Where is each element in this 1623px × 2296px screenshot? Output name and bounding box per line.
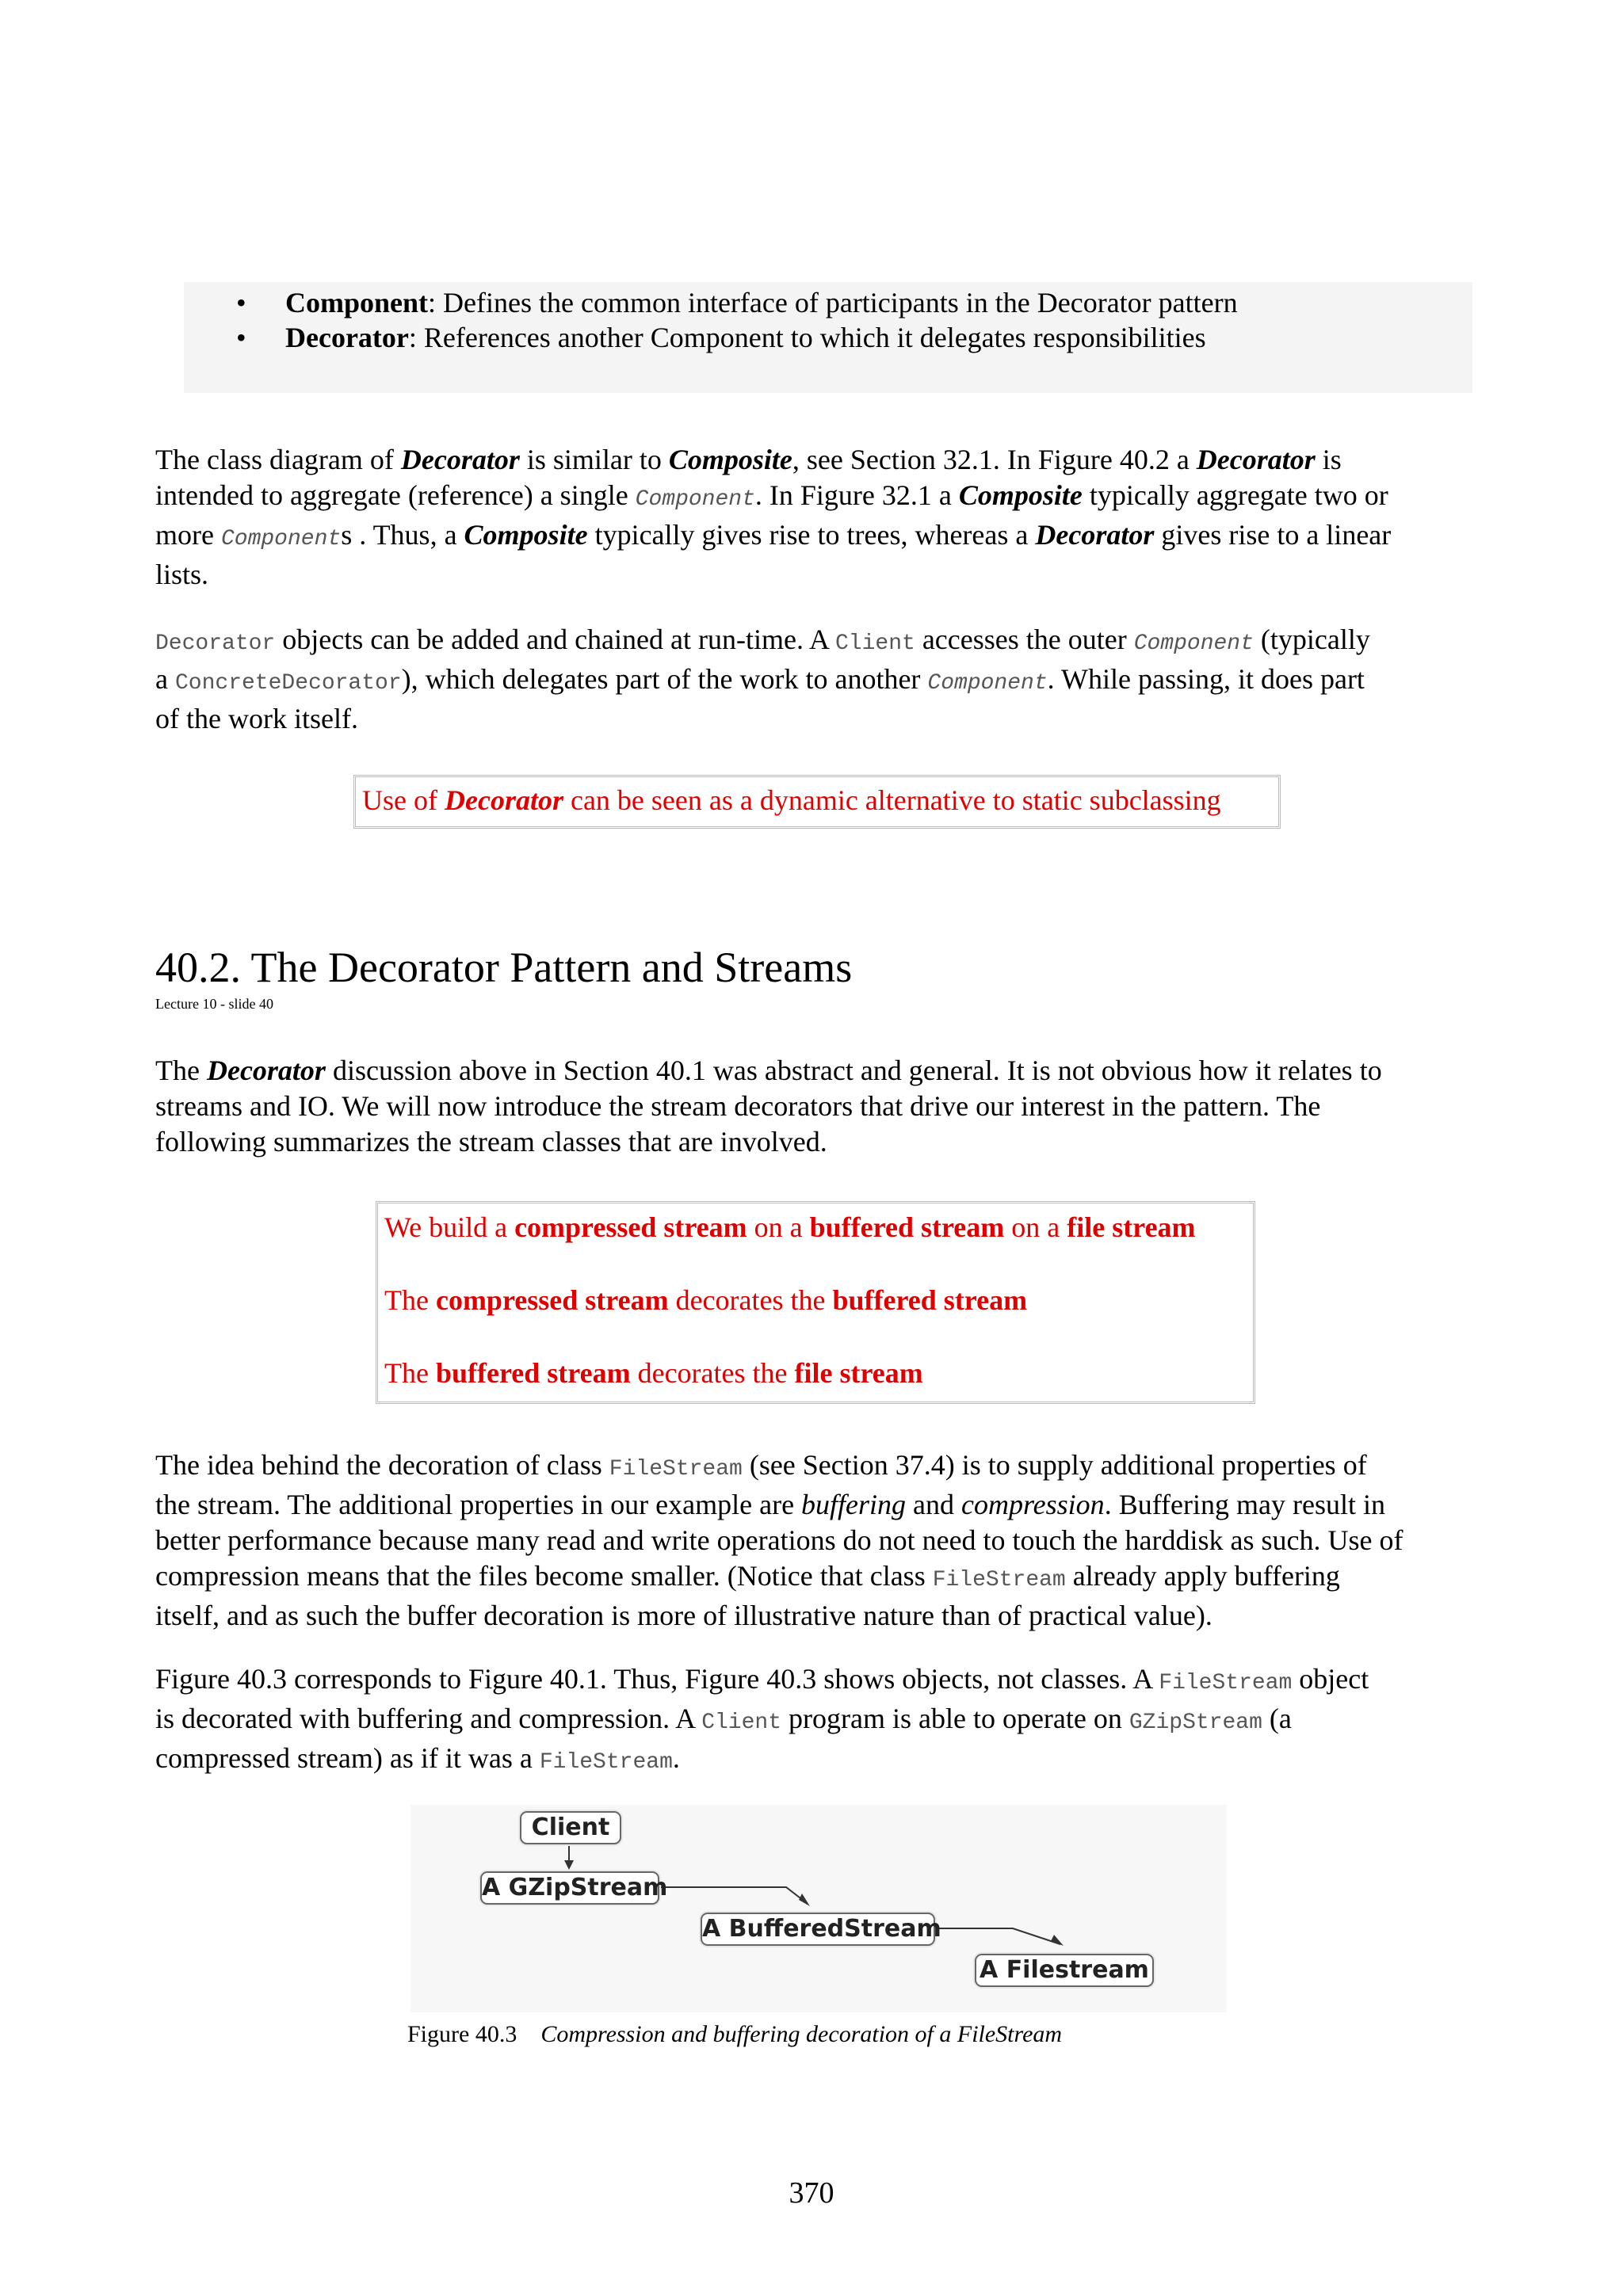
callout-line: We build a compressed stream on a buffered stream on a file stream (384, 1211, 1196, 1243)
caption-text: Compression and buffering decoration of a FileStream (540, 2021, 1063, 2047)
section-title: 40.2. The Decorator Pattern and Streams (155, 944, 853, 991)
bullet-dot: • (236, 322, 246, 353)
paragraph-class-diagram: The class diagram of Decorator is similar to Composite, see Section 32.1. In Figure 40.2 a Decorator is intended to aggregate (reference) a single Component. In Figure 32.1 a Composite typically aggregate two or more Components . Thus, a Composite typically gives rise to trees, whereas a Decorator gives rise to a linear lists. (155, 444, 1392, 590)
callout-dynamic-alternative: Use of Decorator can be seen as a dynamic alternative to static subclassing (353, 775, 1281, 829)
arrow-gzip-to-buffered (658, 1887, 807, 1903)
figure-caption (407, 2020, 1062, 2049)
arrow-head (799, 1894, 810, 1906)
slide-reference: Lecture 10 - slide 40 (155, 996, 273, 1012)
paragraph-decoration-idea: The idea behind the decoration of class FileStream (see Section 37.4) is to supply additional properties of the stream. The additional properties in our example are buffering and compression. Buffering may result in better performance because many read and write operations do not need to touch the harddisk as such. Use of compression means that the files become smaller. (Notice that class FileStream already apply buffering itself, and as such the buffer decoration is more of illustrative nature than of practical value). (155, 1449, 1403, 1631)
paragraph-streams-intro: The Decorator discussion above in Section 40.1 was abstract and general. It is not obvious how it relates to streams and IO. We will now introduce the stream decorators that drive our interest in the pattern. The following summarizes the stream classes that are involved. (155, 1055, 1382, 1158)
arrow-head (1051, 1935, 1064, 1946)
arrow-buffered-to-file (934, 1928, 1060, 1944)
paragraph-figure-intro: Figure 40.3 corresponds to Figure 40.1. Thus, Figure 40.3 shows objects, not classes. A FileStream object is decorated with buffering and compression. A Client program is able to operate on GZipStream (a compressed stream) as if it was a FileStream. (155, 1663, 1369, 1775)
bullet-term: Decorator (285, 322, 409, 353)
filestream-node: A Filestream (975, 1954, 1154, 1987)
object-diagram (411, 1805, 1227, 2012)
bullet-text: : References another Component to which it delegates responsibilities (408, 322, 1206, 353)
callout-line: The compressed stream decorates the buffered stream (384, 1284, 1028, 1316)
bullet-text: : Defines the common interface of participants in the Decorator pattern (428, 287, 1238, 318)
callout-line: The buffered stream decorates the file stream (384, 1357, 923, 1389)
bullet-dot: • (236, 287, 246, 318)
participants-box (184, 282, 1472, 393)
bufferedstream-node: A BufferedStream (701, 1913, 935, 1946)
callout-stream-composition (376, 1201, 1255, 1404)
arrow-head (564, 1860, 574, 1870)
caption-label: Figure 40.3 (407, 2021, 517, 2047)
client-node: Client (520, 1811, 621, 1844)
bullet-term: Component (285, 287, 429, 318)
page-number: 370 (789, 2176, 834, 2210)
gzipstream-node: A GZipStream (480, 1871, 659, 1905)
paragraph-runtime-chaining: Decorator objects can be added and chained at run-time. A Client accesses the outer Component (typically a ConcreteDecorator), which delegates part of the work to another Component. While passing, it does part of the work itself. (155, 624, 1370, 734)
